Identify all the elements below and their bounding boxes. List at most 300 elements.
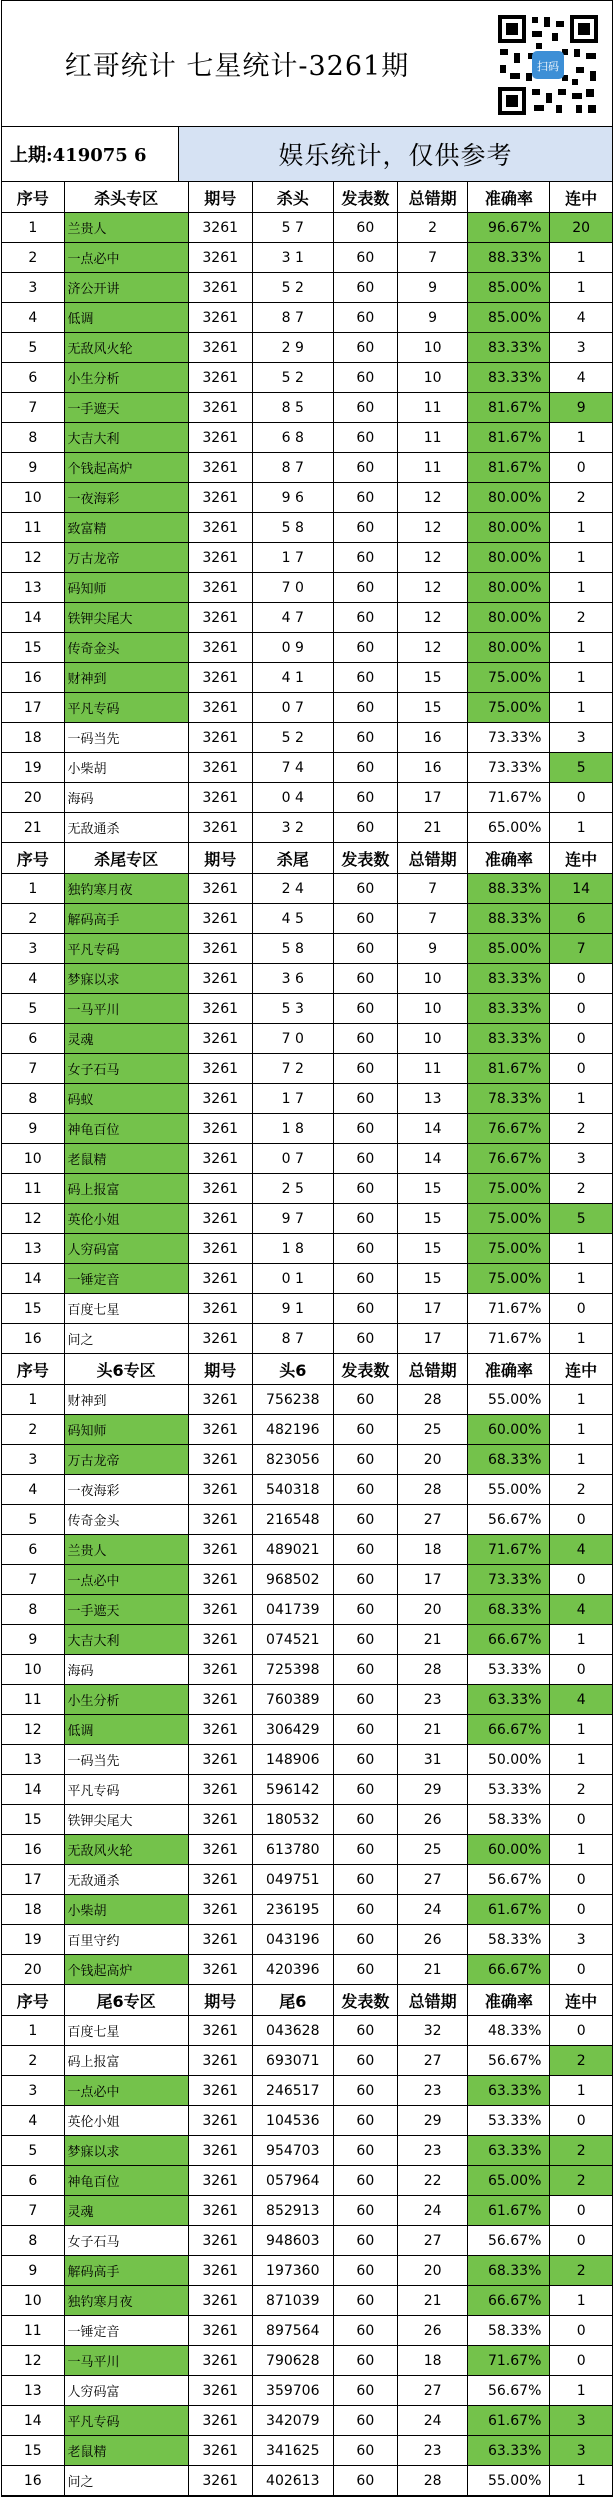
row-value: 7 0 [252,573,333,603]
row-index: 6 [2,2166,64,2196]
row-value: 871039 [252,2286,333,2316]
row-index: 9 [2,1114,64,1144]
row-index: 13 [2,1745,64,1775]
row-streak: 0 [550,964,612,994]
row-streak: 0 [550,1024,612,1054]
row-period: 3261 [188,1655,252,1685]
row-posts: 60 [333,2406,397,2436]
row-errors: 2 [397,213,467,243]
row-name: 平凡专码 [64,2406,188,2436]
row-errors: 31 [397,1745,467,1775]
row-rate: 85.00% [468,934,550,964]
header-value: 头6 [252,1354,333,1385]
row-period: 3261 [188,1685,252,1715]
row-posts: 60 [333,1895,397,1925]
row-errors: 12 [397,633,467,663]
table-row [2,2196,612,2226]
row-index: 7 [2,1054,64,1084]
row-posts: 60 [333,2166,397,2196]
row-rate: 75.00% [468,693,550,723]
row-posts: 60 [333,2256,397,2286]
row-name: 海码 [64,783,188,813]
row-value: 613780 [252,1835,333,1865]
row-posts: 60 [333,1865,397,1895]
row-posts: 60 [333,1294,397,1324]
row-value: 246517 [252,2076,333,2106]
row-rate: 85.00% [468,273,550,303]
row-streak: 3 [550,2436,612,2466]
row-streak: 5 [550,1204,612,1234]
row-index: 2 [2,904,64,934]
row-streak: 2 [550,1475,612,1505]
row-name: 解码高手 [64,904,188,934]
row-period: 3261 [188,1385,252,1415]
row-rate: 96.67% [468,213,550,243]
row-index: 9 [2,1625,64,1655]
row-errors: 28 [397,1385,467,1415]
row-errors: 32 [397,2016,467,2046]
row-name: 问之 [64,2466,188,2496]
qr-code-icon [496,13,600,117]
row-rate: 88.33% [468,904,550,934]
table-row [2,2346,612,2376]
row-period: 3261 [188,453,252,483]
row-errors: 9 [397,273,467,303]
row-name: 独钓寒月夜 [64,874,188,904]
row-streak: 0 [550,994,612,1024]
row-posts: 60 [333,1655,397,1685]
row-value: 897564 [252,2316,333,2346]
row-value: 8 7 [252,303,333,333]
row-posts: 60 [333,573,397,603]
table-row [2,603,612,633]
row-errors: 10 [397,363,467,393]
row-name: 兰贵人 [64,213,188,243]
header-zone: 杀头专区 [64,182,188,213]
row-posts: 60 [333,1835,397,1865]
row-streak: 4 [550,1685,612,1715]
table-row [2,633,612,663]
row-value: 0 9 [252,633,333,663]
table-row [2,1565,612,1595]
row-period: 3261 [188,2076,252,2106]
row-rate: 71.67% [468,1535,550,1565]
header-streak: 连中 [550,1354,612,1385]
row-errors: 21 [397,1625,467,1655]
table-row [2,363,612,393]
row-errors: 9 [397,934,467,964]
row-name: 济公开讲 [64,273,188,303]
table-row [2,1745,612,1775]
row-value: 823056 [252,1445,333,1475]
section-header [2,843,612,874]
row-posts: 60 [333,2316,397,2346]
table-row [2,1865,612,1895]
row-errors: 22 [397,2166,467,2196]
row-rate: 61.67% [468,2406,550,2436]
row-errors: 27 [397,1865,467,1895]
row-rate: 88.33% [468,243,550,273]
table-row [2,904,612,934]
row-name: 低调 [64,1715,188,1745]
row-streak: 0 [550,2346,612,2376]
row-name: 一码当先 [64,723,188,753]
row-posts: 60 [333,2136,397,2166]
row-name: 灵魂 [64,1024,188,1054]
row-streak: 1 [550,2376,612,2406]
row-period: 3261 [188,904,252,934]
row-value: 148906 [252,1745,333,1775]
row-index: 4 [2,2106,64,2136]
row-value: 540318 [252,1475,333,1505]
row-period: 3261 [188,753,252,783]
row-name: 小生分析 [64,363,188,393]
table-row [2,2286,612,2316]
table-row [2,1294,612,1324]
row-period: 3261 [188,1865,252,1895]
row-period: 3261 [188,1625,252,1655]
table-row [2,2436,612,2466]
row-period: 3261 [188,934,252,964]
row-streak: 1 [550,1415,612,1445]
row-rate: 50.00% [468,1745,550,1775]
row-period: 3261 [188,603,252,633]
row-posts: 60 [333,964,397,994]
row-name: 一手遮天 [64,393,188,423]
row-name: 老鼠精 [64,2436,188,2466]
table-row [2,1204,612,1234]
table-row [2,1234,612,1264]
row-streak: 0 [550,1865,612,1895]
row-errors: 15 [397,1234,467,1264]
row-errors: 20 [397,2256,467,2286]
row-name: 一点必中 [64,1565,188,1595]
row-index: 8 [2,423,64,453]
row-name: 英伦小姐 [64,2106,188,2136]
row-period: 3261 [188,243,252,273]
row-name: 无敌通杀 [64,1865,188,1895]
row-streak: 0 [550,2196,612,2226]
table-row [2,1114,612,1144]
row-rate: 75.00% [468,663,550,693]
row-index: 4 [2,1475,64,1505]
row-value: 693071 [252,2046,333,2076]
row-errors: 10 [397,994,467,1024]
sub-header [2,127,612,182]
row-rate: 58.33% [468,2316,550,2346]
header-posts: 发表数 [333,1985,397,2016]
row-value: 5 7 [252,213,333,243]
row-errors: 26 [397,1925,467,1955]
row-period: 3261 [188,2286,252,2316]
row-errors: 16 [397,723,467,753]
row-rate: 56.67% [468,1505,550,1535]
row-rate: 71.67% [468,1324,550,1354]
row-index: 2 [2,243,64,273]
row-value: 0 7 [252,693,333,723]
row-rate: 81.67% [468,423,550,453]
row-errors: 28 [397,1475,467,1505]
table-row [2,2046,612,2076]
row-rate: 56.67% [468,1865,550,1895]
row-rate: 80.00% [468,573,550,603]
row-period: 3261 [188,513,252,543]
row-errors: 15 [397,663,467,693]
row-value: 8 7 [252,1324,333,1354]
row-errors: 25 [397,1835,467,1865]
row-name: 一马平川 [64,2346,188,2376]
row-errors: 10 [397,1024,467,1054]
row-streak: 3 [550,333,612,363]
row-rate: 58.33% [468,1925,550,1955]
row-posts: 60 [333,693,397,723]
row-posts: 60 [333,1174,397,1204]
row-value: 725398 [252,1655,333,1685]
row-period: 3261 [188,2166,252,2196]
row-period: 3261 [188,813,252,843]
row-name: 解码高手 [64,2256,188,2286]
row-rate: 53.33% [468,1655,550,1685]
row-errors: 7 [397,874,467,904]
row-name: 神龟百位 [64,2166,188,2196]
row-rate: 66.67% [468,1625,550,1655]
row-index: 20 [2,783,64,813]
row-errors: 21 [397,1715,467,1745]
row-period: 3261 [188,994,252,1024]
row-posts: 60 [333,633,397,663]
row-rate: 48.33% [468,2016,550,2046]
table-row [2,2466,612,2496]
row-rate: 80.00% [468,633,550,663]
table-row [2,1805,612,1835]
row-value: 596142 [252,1775,333,1805]
table-row [2,934,612,964]
row-streak: 1 [550,1745,612,1775]
table-row [2,1895,612,1925]
row-name: 铁钾尖尾大 [64,1805,188,1835]
row-period: 3261 [188,483,252,513]
row-index: 21 [2,813,64,843]
row-period: 3261 [188,2406,252,2436]
row-posts: 60 [333,2076,397,2106]
row-streak: 4 [550,303,612,333]
row-name: 一手遮天 [64,1595,188,1625]
table-row [2,1835,612,1865]
row-errors: 20 [397,1595,467,1625]
row-errors: 14 [397,1114,467,1144]
row-errors: 29 [397,1775,467,1805]
row-posts: 60 [333,2226,397,2256]
row-value: 1 7 [252,543,333,573]
row-posts: 60 [333,513,397,543]
row-index: 8 [2,1084,64,1114]
header-posts: 发表数 [333,182,397,213]
row-posts: 60 [333,1775,397,1805]
row-period: 3261 [188,1805,252,1835]
table-row [2,813,612,843]
row-period: 3261 [188,213,252,243]
row-period: 3261 [188,2226,252,2256]
row-period: 3261 [188,2436,252,2466]
row-rate: 75.00% [468,1204,550,1234]
row-period: 3261 [188,1475,252,1505]
row-streak: 2 [550,2256,612,2286]
row-period: 3261 [188,1114,252,1144]
row-period: 3261 [188,333,252,363]
row-period: 3261 [188,964,252,994]
row-value: 180532 [252,1805,333,1835]
row-value: 1 8 [252,1114,333,1144]
row-value: 306429 [252,1715,333,1745]
row-value: 049751 [252,1865,333,1895]
row-errors: 15 [397,1264,467,1294]
row-period: 3261 [188,1174,252,1204]
row-streak: 1 [550,1835,612,1865]
row-streak: 1 [550,813,612,843]
row-streak: 0 [550,1955,612,1985]
header-zone: 尾6专区 [64,1985,188,2016]
row-index: 5 [2,994,64,1024]
header-zone: 头6专区 [64,1354,188,1385]
table-row [2,2166,612,2196]
row-period: 3261 [188,1715,252,1745]
row-period: 3261 [188,2136,252,2166]
row-name: 灵魂 [64,2196,188,2226]
row-period: 3261 [188,723,252,753]
row-index: 7 [2,2196,64,2226]
row-period: 3261 [188,1565,252,1595]
row-errors: 12 [397,513,467,543]
row-errors: 29 [397,2106,467,2136]
table-row [2,2256,612,2286]
row-period: 3261 [188,2106,252,2136]
table-row [2,1024,612,1054]
row-period: 3261 [188,1445,252,1475]
row-value: 2 9 [252,333,333,363]
row-value: 756238 [252,1385,333,1415]
row-rate: 80.00% [468,513,550,543]
row-posts: 60 [333,1234,397,1264]
row-posts: 60 [333,393,397,423]
row-streak: 1 [550,1715,612,1745]
header-errors: 总错期 [397,182,467,213]
row-posts: 60 [333,1805,397,1835]
row-name: 一夜海彩 [64,483,188,513]
row-name: 小生分析 [64,1685,188,1715]
header-period: 期号 [188,182,252,213]
row-name: 大吉大利 [64,1625,188,1655]
slogan: 娱乐统计，仅供参考 [179,127,612,181]
row-index: 2 [2,1415,64,1445]
row-rate: 65.00% [468,2166,550,2196]
row-period: 3261 [188,693,252,723]
row-errors: 24 [397,1895,467,1925]
header-period: 期号 [188,1354,252,1385]
row-streak: 0 [550,1565,612,1595]
row-rate: 80.00% [468,543,550,573]
row-streak: 1 [550,1445,612,1475]
row-rate: 83.33% [468,964,550,994]
row-index: 7 [2,393,64,423]
row-posts: 60 [333,2286,397,2316]
row-index: 15 [2,1805,64,1835]
row-index: 9 [2,453,64,483]
row-streak: 0 [550,783,612,813]
row-index: 14 [2,1264,64,1294]
row-value: 790628 [252,2346,333,2376]
row-posts: 60 [333,1024,397,1054]
row-name: 传奇金头 [64,1505,188,1535]
row-streak: 2 [550,1174,612,1204]
row-name: 百度七星 [64,2016,188,2046]
row-value: 9 1 [252,1294,333,1324]
row-index: 2 [2,2046,64,2076]
row-index: 9 [2,2256,64,2286]
row-value: 4 1 [252,663,333,693]
table-row [2,1084,612,1114]
row-streak: 4 [550,1535,612,1565]
row-errors: 12 [397,603,467,633]
row-name: 百里守约 [64,1925,188,1955]
row-index: 17 [2,1865,64,1895]
row-posts: 60 [333,423,397,453]
row-streak: 1 [550,543,612,573]
row-name: 问之 [64,1324,188,1354]
row-index: 16 [2,1835,64,1865]
row-value: 482196 [252,1415,333,1445]
row-index: 18 [2,723,64,753]
row-index: 1 [2,213,64,243]
row-name: 平凡专码 [64,1775,188,1805]
row-index: 10 [2,1655,64,1685]
row-value: 5 2 [252,273,333,303]
row-streak: 1 [550,513,612,543]
row-errors: 20 [397,1445,467,1475]
row-name: 人穷码富 [64,1234,188,1264]
row-value: 043628 [252,2016,333,2046]
row-rate: 66.67% [468,1715,550,1745]
row-period: 3261 [188,1204,252,1234]
row-value: 2 5 [252,1174,333,1204]
table-row [2,994,612,1024]
row-period: 3261 [188,1234,252,1264]
row-name: 平凡专码 [64,934,188,964]
row-name: 一锤定音 [64,2316,188,2346]
table-row [2,2076,612,2106]
row-index: 15 [2,2436,64,2466]
table-row [2,303,612,333]
header-zone: 杀尾专区 [64,843,188,874]
row-index: 7 [2,1565,64,1595]
row-rate: 61.67% [468,2196,550,2226]
row-name: 梦寐以求 [64,2136,188,2166]
table-row [2,513,612,543]
header-rate: 准确率 [468,1354,550,1385]
row-streak: 0 [550,1054,612,1084]
table-row [2,1264,612,1294]
row-streak: 0 [550,453,612,483]
row-posts: 60 [333,483,397,513]
row-rate: 55.00% [468,1475,550,1505]
row-streak: 0 [550,2226,612,2256]
row-name: 传奇金头 [64,633,188,663]
row-streak: 6 [550,904,612,934]
row-value: 359706 [252,2376,333,2406]
row-index: 19 [2,753,64,783]
row-rate: 63.33% [468,2436,550,2466]
row-index: 12 [2,1715,64,1745]
table-row [2,243,612,273]
